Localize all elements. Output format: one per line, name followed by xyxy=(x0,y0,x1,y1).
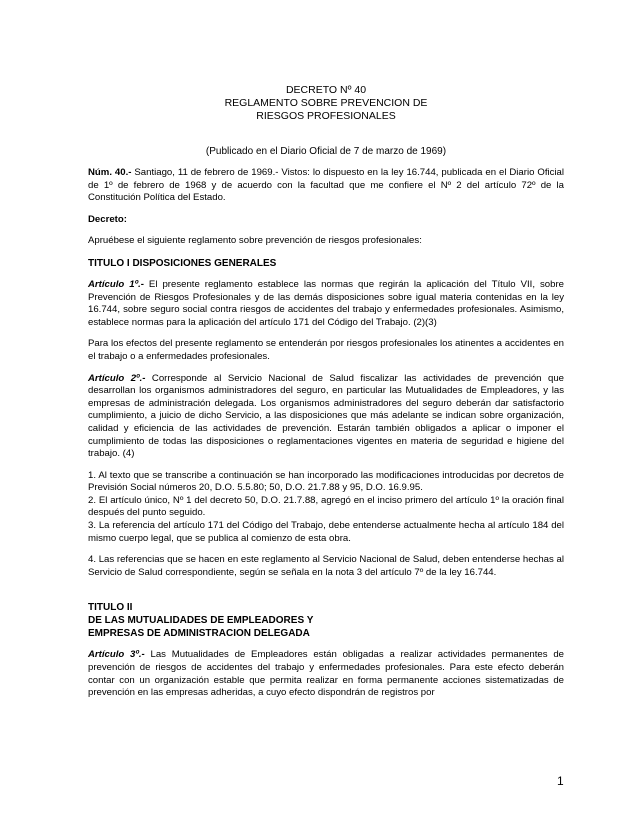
article-1-label: Artículo 1º.- xyxy=(88,278,144,290)
article-2-label: Artículo 2º.- xyxy=(88,372,146,384)
titulo-2-line3: EMPRESAS DE ADMINISTRACION DELEGADA xyxy=(88,628,310,640)
article-3 xyxy=(88,649,564,699)
article-2 xyxy=(88,373,564,461)
decree-number: DECRETO Nº 40 xyxy=(285,84,367,96)
decree-title-line2: RIESGOS PROFESIONALES xyxy=(256,110,396,122)
article-2-text: Corresponde al Servicio Nacional de Salud fiscalizar las actividades de prevención que desarrollan los organismos administradores del seguro, en particular las Mutualidades de Empleadores, y las empresas de administración delegada. Los organismos administradores del seguro deberán dar satisfactorio cumplimiento, a juicio de dicho Servicio, a las disposiciones que más adelante se indican sobre organización, calidad y eficiencia de las actividades de prevención. Estarán también obligados a aplicar o imponer el cumplimiento de todas las disposiciones o reglamentaciones vigentes en materia de seguridad e higiene del trabajo. (4) xyxy=(88,372,565,460)
footnote-4: 4. Las referencias que se hacen en este reglamento al Servicio Nacional de Salud, deben entenderse hechas al Servicio de Salud correspondiente, según se señala en la nota 3 del artículo 7º de la ley 16.744. xyxy=(88,554,564,578)
page-number: 1 xyxy=(557,774,564,788)
titulo-1-heading: TITULO I DISPOSICIONES GENERALES xyxy=(88,257,277,269)
intro-label: Núm. 40.- xyxy=(88,167,132,178)
article-3-label: Artículo 3º.- xyxy=(88,649,145,661)
footnote-2: 2. El artículo único, Nº 1 del decreto 50, D.O. 21.7.88, agregó en el inciso primero del artículo 1º la oración final después del punto seguido. xyxy=(88,494,564,519)
article-1 xyxy=(88,279,564,329)
titulo-2-heading xyxy=(88,601,564,640)
titulo-2-line1: TITULO II xyxy=(88,602,133,614)
decree-header xyxy=(88,84,564,123)
footnote-3: 3. La referencia del artículo 171 del Código del Trabajo, debe entenderse actualmente hecha al artículo 184 del mismo cuerpo legal, que se publica al comienzo de esta obra. xyxy=(88,520,564,544)
decree-title-line1: REGLAMENTO SOBRE PREVENCION DE xyxy=(224,97,428,109)
decreto-label: Decreto: xyxy=(88,213,127,225)
titulo-2-line2: DE LAS MUTUALIDADES DE EMPLEADORES Y xyxy=(88,615,314,627)
footnote-1: 1. Al texto que se transcribe a continuación se han incorporado las modificaciones introducidas por decretos de Previsión Social números 20, D.O. 5.5.80; 50, D.O. 21.7.88 y 95, D.O. 16.9.95. xyxy=(88,469,564,494)
article-1-paragraph-2: Para los efectos del presente reglamento se entenderán por riesgos profesionales los atinentes a accidentes en el trabajo o a enfermedades profesionales. xyxy=(88,338,564,362)
article-1-text: El presente reglamento establece las normas que regirán la aplicación del Título VII, sobre Prevención de Riesgos Profesionales y de las demás disposiciones sobre igual materia contenidas en la ley 16.744, sobre seguro social contra riesgos de accidentes del trabajo y enfermedades profesionales. Asimismo, establece normas para la aplicación del artículo 171 del Código del Trabajo. (2)(3) xyxy=(88,278,564,328)
article-3-text: Las Mutualidades de Empleadores están obligadas a realizar actividades permanentes de prevención de riesgos de accidentes del trabajo y enfermedades profesionales. Para este efecto deberán contar con un organización estable que permita realizar en forma permanente acciones sistematizadas de prevención en las empresas adheridas, a cuyo efecto dispondrán de registros por xyxy=(88,649,565,699)
intro-text: Santiago, 11 de febrero de 1969.- Vistos: lo dispuesto en la ley 16.744, publicada en el Diario Oficial de 1º de febrero de 1968 y de acuerdo con la facultad que me confiere el Nº 2 del artículo 72º de la Constitución Política del Estado. xyxy=(88,167,565,204)
approve-paragraph: Apruébese el siguiente reglamento sobre prevención de riesgos profesionales: xyxy=(88,235,422,247)
page-content xyxy=(88,84,564,700)
publication-note: (Publicado en el Diario Oficial de 7 de marzo de 1969) xyxy=(205,146,447,157)
intro-paragraph xyxy=(88,167,564,205)
footnotes xyxy=(88,470,564,546)
